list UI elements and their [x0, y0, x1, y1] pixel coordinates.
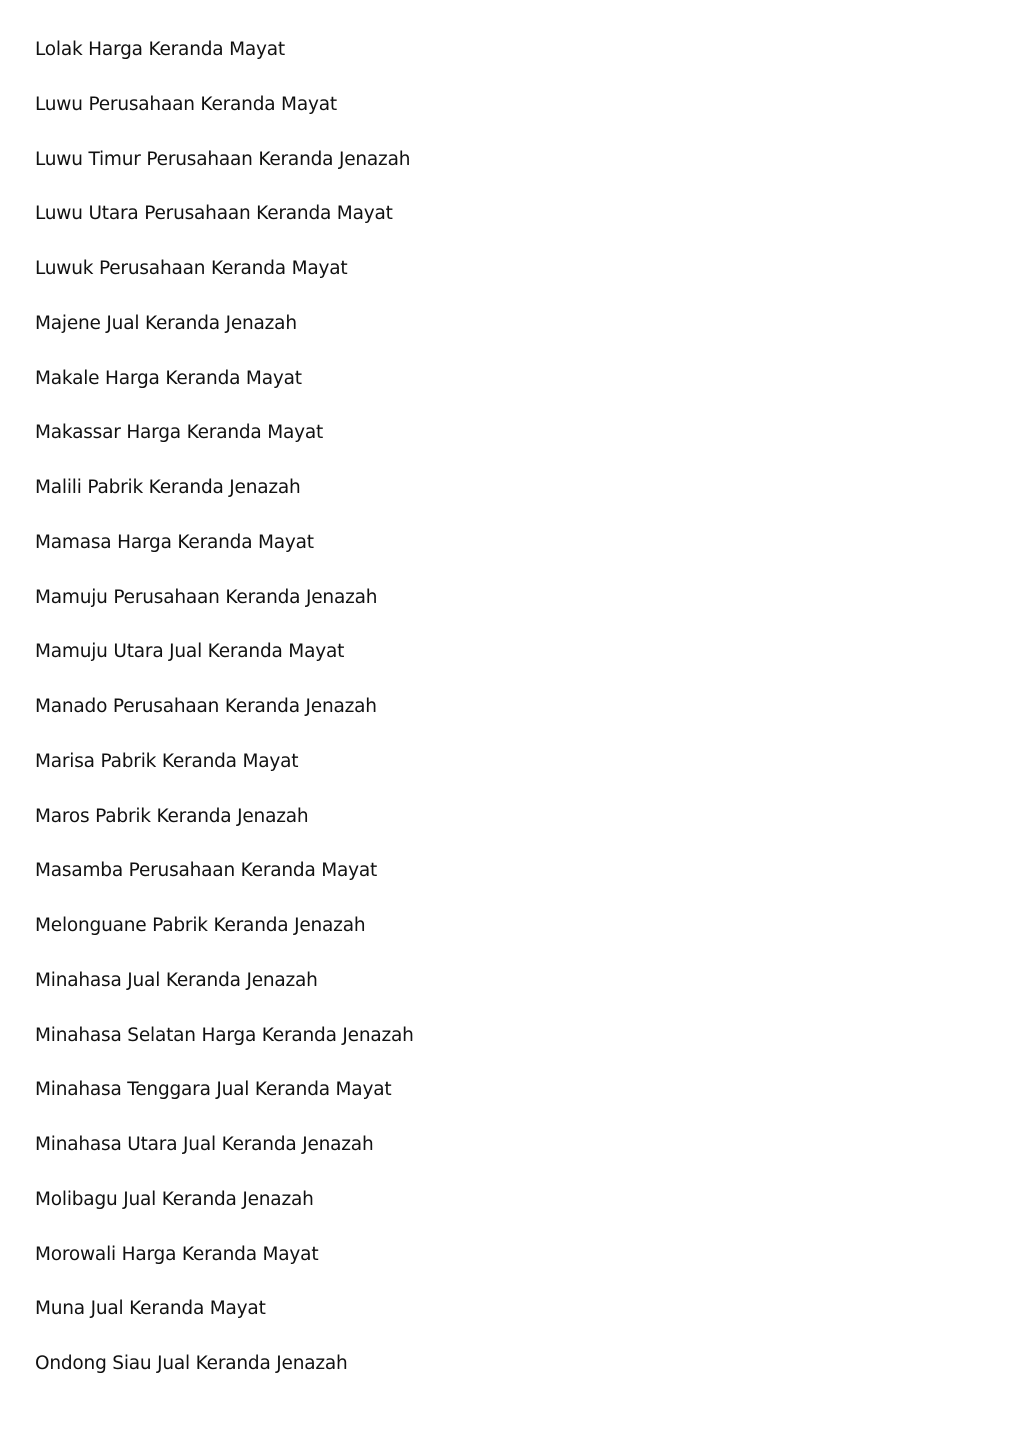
list-item: Minahasa Selatan Harga Keranda Jenazah [35, 1024, 414, 1046]
list-item: Minahasa Jual Keranda Jenazah [35, 969, 318, 991]
list-item: Morowali Harga Keranda Mayat [35, 1243, 319, 1265]
list-item: Lolak Harga Keranda Mayat [35, 39, 285, 60]
list-item: Mamasa Harga Keranda Mayat [35, 531, 314, 553]
list-item: Luwu Timur Perusahaan Keranda Jenazah [35, 148, 411, 170]
list-item: Makale Harga Keranda Mayat [35, 367, 302, 389]
list-item: Minahasa Tenggara Jual Keranda Mayat [35, 1079, 392, 1101]
list-item: Mamuju Utara Jual Keranda Mayat [35, 641, 345, 663]
list-item: Manado Perusahaan Keranda Jenazah [35, 696, 377, 717]
list-item: Muna Jual Keranda Mayat [35, 1298, 266, 1320]
list-item: Majene Jual Keranda Jenazah [35, 312, 297, 334]
list-item: Maros Pabrik Keranda Jenazah [35, 805, 309, 827]
list-item: Masamba Perusahaan Keranda Mayat [35, 860, 378, 882]
list-item: Malili Pabrik Keranda Jenazah [35, 477, 301, 498]
list-item: Ondong Siau Jual Keranda Jenazah [35, 1353, 348, 1374]
list-item: Mamuju Perusahaan Keranda Jenazah [35, 586, 378, 608]
list-item: Luwuk Perusahaan Keranda Mayat [35, 258, 348, 279]
list-item: Luwu Utara Perusahaan Keranda Mayat [35, 203, 393, 225]
location-list [35, 36, 414, 1405]
list-item: Melonguane Pabrik Keranda Jenazah [35, 915, 366, 936]
list-item: Marisa Pabrik Keranda Mayat [35, 750, 299, 772]
list-item: Luwu Perusahaan Keranda Mayat [35, 93, 337, 115]
list-item: Minahasa Utara Jual Keranda Jenazah [35, 1134, 374, 1155]
list-item: Makassar Harga Keranda Mayat [35, 422, 324, 444]
list-item: Molibagu Jual Keranda Jenazah [35, 1188, 314, 1210]
